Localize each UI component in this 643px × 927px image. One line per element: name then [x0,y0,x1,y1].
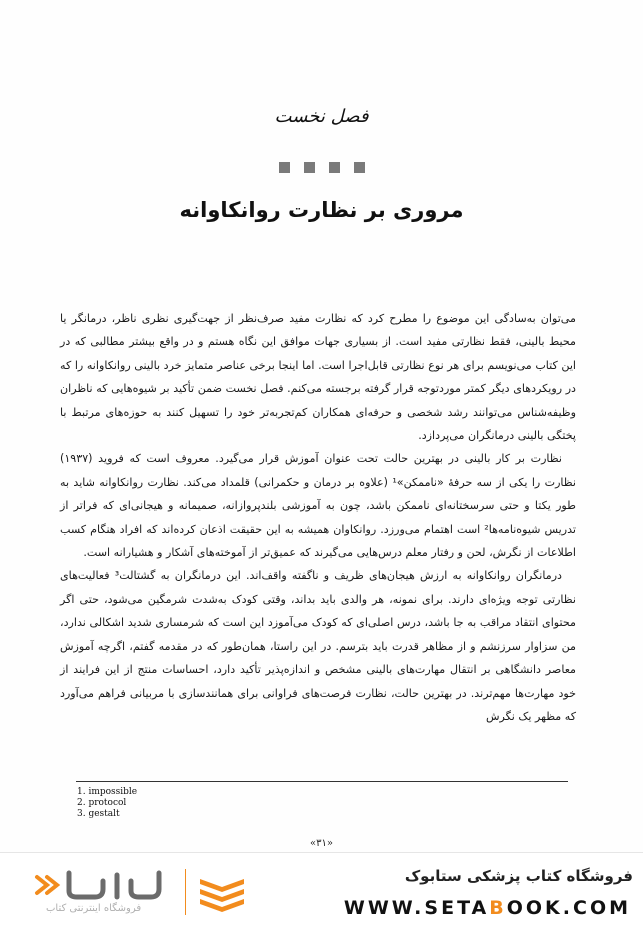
square-icon [354,162,365,173]
book-stack-icon [198,875,246,915]
logo-subtitle: فروشگاه اینترنتی کتاب [46,903,142,914]
footnote: 2. protocol [77,798,127,808]
footnote: 3. gestalt [77,809,120,819]
store-name: فروشگاه کتاب پزشکی ستابوک [404,867,633,885]
paragraph: می‌توان به‌سادگی این موضوع را مطرح کرد که نظارت مفید صرف‌نظر از جهت‌گیری نظری ناظر، درمانگر یا محیط بالینی، فقط نظارتی مفید است. از بسیاری جهات موافق این نگاه هستم و در واقع بیشتر مطالبی که در این کتاب می‌نویسم برای هر نوع نظارتی قابل‌اجرا است. اما اینجا برخی عناصر متمایز خرد بالینی روانکاوانه را که در رویکردهای دیگر کمتر موردتوجه قرار گرفته برجسته می‌کنم. فصل نخست ضمن تأکید بر شیوه‌هایی که ناظران وظیفه‌شناس می‌توانند رشد شخصی و حرفه‌ای همکاران کم‌تجربه‌تر خود را تسهیل کنند به حوزه‌های مرتبط با پختگی بالینی درمانگران می‌پردازد. [60,312,576,443]
footnotes [77,787,137,820]
footnote-rule [76,781,568,782]
url-prefix: WWW.SETA [343,897,490,919]
logo-divider [185,869,186,915]
chapter-title: مروری بر نظارت روانکاوانه [179,198,464,222]
decorative-squares [0,158,643,177]
paragraph: درمانگران روانکاوانه به ارزش هیجان‌های ظریف و ناگفته واقف‌اند. این درمانگران به گشتالت³ فعالیت‌های نظارتی توجه ویژه‌ای دارند. برای نمونه، هر والدی باید بداند، وقتی کودک به‌شدت شرمگین می‌شود، حتی اگر محتوای انتقاد مراقب به جا باشد، درس اصلی‌ای که کودک می‌آموزد این است که شرمساری شدید اشکالی ندارد، من سزاوار سرزنشم و از مظاهر قدرت باید بترسم. در این راستا، همان‌طور که در مقدمه گفتم، اگرچه آموزش معاصر دانشگاهی بر انتقال مهارت‌های بالینی مشخص و اندازه‌پذیر تأکید دارد، احساسات منتج از این فرایند از خود مهارت‌ها مهم‌ترند. در بهترین حالت، نظارت فرصت‌های فراوانی برای همانندسازی با مربیانی فراهم می‌آورد که مظهر یک نگرش [60,569,576,723]
url-highlight: B [489,897,507,919]
footnote: 1. impossible [77,787,138,797]
setabook-logo[interactable] [33,867,173,901]
paragraph: نظارت بر کار بالینی در بهترین حالت تحت عنوان آموزش قرار می‌گیرد. معروف است که فروید (۱۹۳۷) نظارت را یکی از سه حرفهٔ «ناممکن»¹ (علاوه بر درمان و حکمرانی) قلمداد می‌کند. نظارت روانکاوانه شاید به طور یکتا و حتی سرسختانه‌ای ناممکن باشد، چون به آموزشی بلندپروازانه، صمیمانه و هیجانی‌ای که فراتر از تدریس شیوه‌نامه‌ها² است اهتمام می‌ورزد. روانکاوان همیشه به این حقیقت اذعان کرده‌اند که افراد هنگام کسب اطلاعات از نگرش، لحن و رفتار معلم درس‌هایی می‌گیرند که عمیق‌تر از آموخته‌های آشکار و هشیارانه است. [60,452,576,560]
body-text [60,307,576,728]
square-icon [279,162,290,173]
page-number: «۳۱» [310,838,333,849]
chapter-label: فصل نخست [274,106,369,127]
square-icon [304,162,315,173]
square-icon [329,162,340,173]
store-url[interactable] [344,897,631,919]
store-footer [0,852,643,927]
url-suffix: OOK.COM [506,897,631,919]
